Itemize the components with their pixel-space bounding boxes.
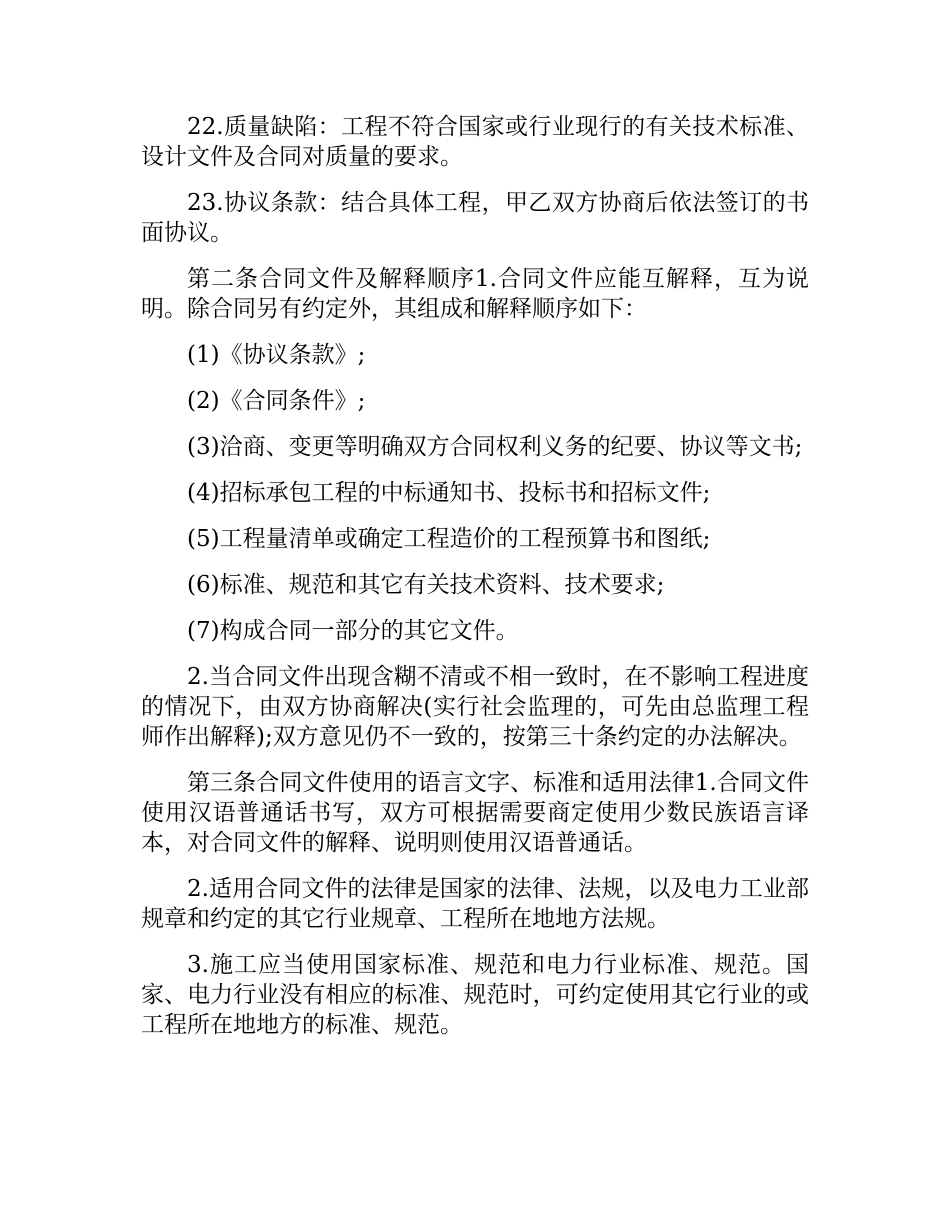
list-item-7: (7)构成合同一部分的其它文件。 [187,618,519,644]
paragraph-article-3: 第三条合同文件使用的语言文字、标准和适用法律1.合同文件使用汉语普通话书写，双方可根据需要商定使用少数民族语言译本，对合同文件的解释、说明则使用汉语普通话。 [141,770,809,856]
paragraph-article-2-clause-2: 2.当合同文件出现含糊不清或不相一致时，在不影响工程进度的情况下，由双方协商解决(实行社会监理的，可先由总监理工程师作出解释);双方意见仍不一致的，按第三十条约定的办法解决。 [141,664,809,750]
paragraph-article-2: 第二条合同文件及解释顺序1.合同文件应能互解释，互为说明。除合同另有约定外，其组成和解释顺序如下： [141,266,809,322]
list-item-5: (5)工程量清单或确定工程造价的工程预算书和图纸; [187,526,711,552]
list-item-6: (6)标准、规范和其它有关技术资料、技术要求; [187,572,665,598]
paragraph-article-3-clause-3: 3.施工应当使用国家标准、规范和电力行业标准、规范。国家、电力行业没有相应的标准、规范时，可约定使用其它行业的或工程所在地地方的标准、规范。 [141,952,809,1038]
paragraph-agreement-terms: 23.协议条款：结合具体工程，甲乙双方协商后依法签订的书面协议。 [141,190,809,246]
list-item-3: (3)洽商、变更等明确双方合同权利义务的纪要、协议等文书; [187,434,803,460]
document-page [141,112,809,1056]
list-item-2: (2)《合同条件》; [187,388,366,414]
paragraph-quality-defect: 22.质量缺陷：工程不符合国家或行业现行的有关技术标准、设计文件及合同对质量的要求。 [141,114,809,170]
list-item-4: (4)招标承包工程的中标通知书、投标书和招标文件; [187,480,711,506]
list-item-1: (1)《协议条款》; [187,342,366,368]
paragraph-article-3-clause-2: 2.适用合同文件的法律是国家的法律、法规，以及电力工业部规章和约定的其它行业规章、工程所在地地方法规。 [141,876,809,932]
